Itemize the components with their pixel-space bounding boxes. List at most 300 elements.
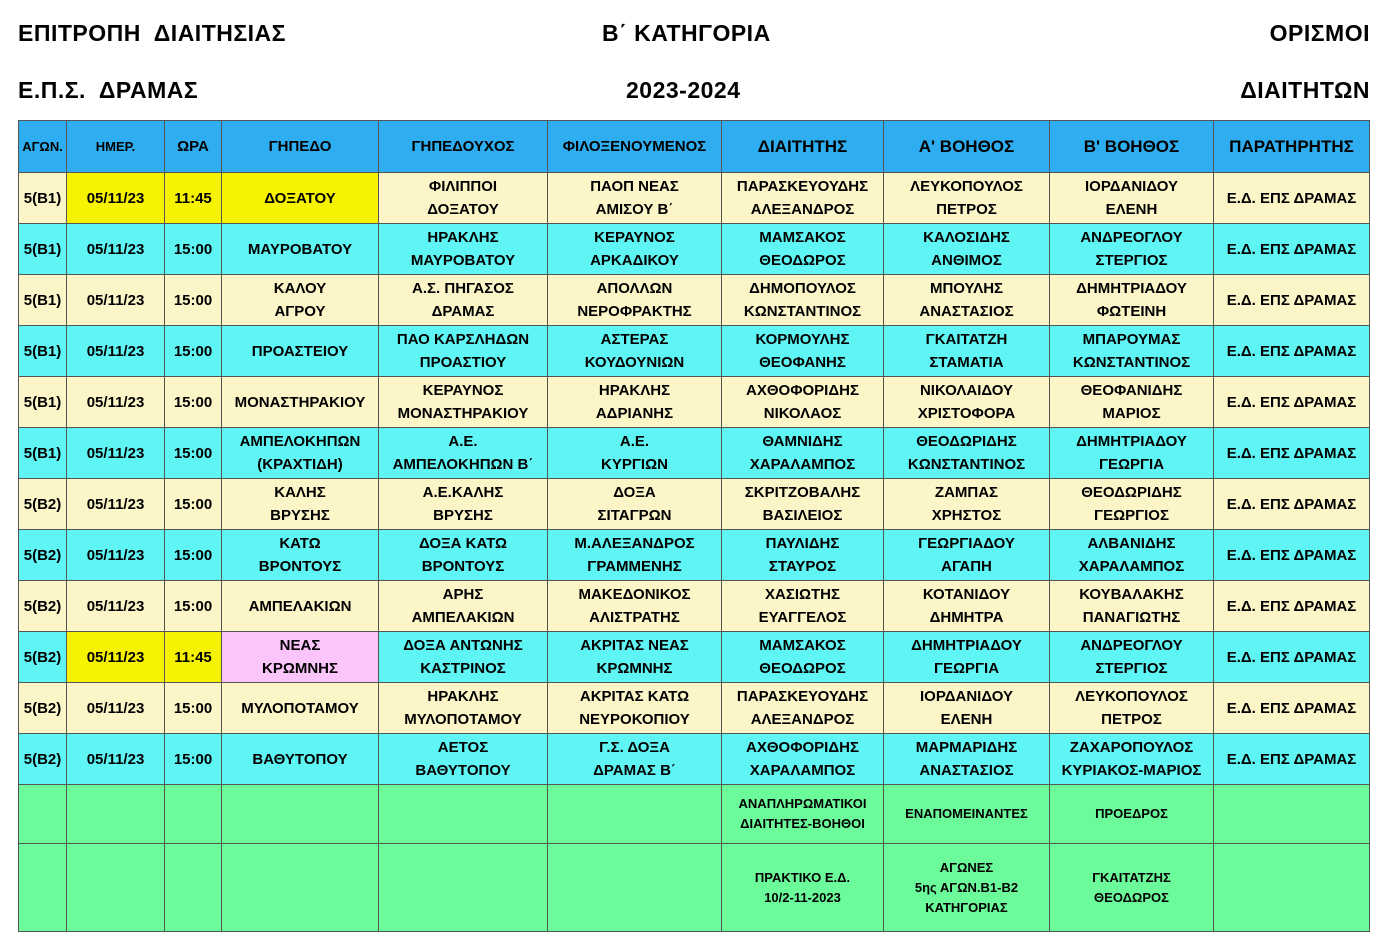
cell-line: ΝΕΡΟΦΡΑΚΤΗΣ (577, 303, 692, 320)
date-cell (67, 173, 165, 224)
cell-line: ΑΛΒΑΝΙΔΗΣ (1087, 535, 1176, 552)
field-cell (222, 683, 379, 734)
away-team-cell (548, 683, 722, 734)
cell-line: ΧΑΣΙΩΤΗΣ (764, 586, 841, 603)
cell-line: ΒΡΟΝΤΟΥΣ (258, 558, 342, 575)
cell-line: ΚΑΛΗΣ (274, 484, 326, 501)
cell-text: 5(Β1) (23, 342, 62, 360)
date-cell (67, 734, 165, 785)
time-cell (165, 530, 222, 581)
cell-text: 05/11/23 (86, 750, 145, 768)
cell-line: ΚΩΝΣΤΑΝΤΙΝΟΣ (907, 456, 1026, 473)
away-team-cell (548, 377, 722, 428)
cell-line: ΓΚΑΙΤΑΤΖΗ (925, 331, 1008, 348)
col-header-match: ΑΓΩΝ. (19, 121, 67, 173)
assistant2-cell (1050, 530, 1214, 581)
cell-line: ΑΜΠΕΛΑΚΙΩΝ (248, 597, 352, 615)
cell-text: 05/11/23 (86, 240, 145, 258)
cell-line: ΜΟΝΑΣΤΗΡΑΚΙΟΥ (397, 405, 529, 422)
cell-text: Ε.Δ. ΕΠΣ ΔΡΑΜΑΣ (1226, 495, 1357, 513)
time-cell (165, 632, 222, 683)
cell-line: ΑΛΕΞΑΝΔΡΟΣ (750, 711, 855, 728)
footer-line: ΕΝΑΠΟΜΕΙΝΑΝΤΕΣ (905, 806, 1028, 821)
observer-cell (1214, 632, 1370, 683)
cell-line: ΑΧΘΟΦΟΡΙΔΗΣ (746, 739, 859, 756)
cell-line: ΕΥΑΓΓΕΛΟΣ (758, 609, 847, 626)
footer-line: ΑΓΩΝΕΣ (939, 859, 994, 875)
footer-row (19, 785, 1370, 844)
table-row (19, 581, 1370, 632)
cell-line: ΚΩΝΣΤΑΝΤΙΝΟΣ (1072, 354, 1191, 371)
cell-line: ΦΙΛΙΠΠΟΙ (428, 178, 498, 195)
cell-line: ΛΕΥΚΟΠΟΥΛΟΣ (910, 178, 1023, 195)
field-cell (222, 428, 379, 479)
field-cell (222, 632, 379, 683)
cell-line: ΠΑΡΑΣΚΕΥΟΥΔΗΣ (736, 178, 869, 195)
cell-line: ΚΑΛΟΥ (273, 280, 327, 297)
cell-line: ΝΙΚΟΛΑΙΔΟΥ (919, 382, 1014, 399)
field-cell (222, 326, 379, 377)
table-row (19, 479, 1370, 530)
assistant2-cell (1050, 275, 1214, 326)
cell-line: ΑΜΠΕΛΟΚΗΠΩΝ (239, 433, 361, 450)
col-header-observer: ΠΑΡΑΤΗΡΗΤΗΣ (1214, 121, 1370, 173)
cell-line: ΠΡΟΑΣΤΙΟΥ (419, 354, 507, 371)
home-team-cell (379, 479, 548, 530)
assistant2-cell (1050, 428, 1214, 479)
observer-cell (1214, 683, 1370, 734)
observer-cell (1214, 173, 1370, 224)
assistant2-cell (1050, 479, 1214, 530)
assistant1-cell (884, 479, 1050, 530)
col-header-home: ΓΗΠΕΔΟΥΧΟΣ (379, 121, 548, 173)
cell-line: ΑΚΡΙΤΑΣ ΝΕΑΣ (580, 637, 689, 654)
cell-line: ΚΥΡΓΙΩΝ (601, 456, 668, 473)
referee-cell (722, 275, 884, 326)
cell-line: ΗΡΑΚΛΗΣ (598, 382, 671, 399)
cell-line: ΚΟΥΔΟΥΝΙΩΝ (584, 354, 685, 371)
cell-line: ΚΟΡΜΟΥΛΗΣ (755, 331, 850, 348)
footer-empty (548, 844, 722, 932)
referee-cell (722, 530, 884, 581)
footer-line: 5ης ΑΓΩΝ.Β1-Β2 (914, 879, 1019, 895)
referee-cell (722, 479, 884, 530)
assistant2-cell (1050, 683, 1214, 734)
referee-cell (722, 683, 884, 734)
committee-title: ΕΠΙΤΡΟΠΗ ΔΙΑΙΤΗΣΙΑΣ (18, 20, 286, 46)
cell-line: ΚΥΡΙΑΚΟΣ-ΜΑΡΙΟΣ (1061, 762, 1202, 779)
referee-cell (722, 428, 884, 479)
table-row (19, 530, 1370, 581)
time-cell (165, 683, 222, 734)
cell-line: ΓΕΩΡΓΙΑΔΟΥ (918, 535, 1015, 552)
cell-line: ΘΕΟΔΩΡΟΣ (759, 660, 846, 677)
match-cell (19, 683, 67, 734)
cell-text: Ε.Δ. ΕΠΣ ΔΡΑΜΑΣ (1226, 546, 1357, 564)
cell-line: ΓΕΩΡΓΙΑ (1098, 456, 1165, 473)
home-team-cell (379, 683, 548, 734)
date-cell (67, 683, 165, 734)
date-cell (67, 377, 165, 428)
footer-empty (165, 785, 222, 844)
observer-cell (1214, 428, 1370, 479)
cell-line: ΚΩΝΣΤΑΝΤΙΝΟΣ (743, 303, 862, 320)
observer-cell (1214, 479, 1370, 530)
cell-line: ΔΗΜΗΤΡΙΑΔΟΥ (1076, 280, 1187, 297)
cell-text: Ε.Δ. ΕΠΣ ΔΡΑΜΑΣ (1226, 648, 1357, 666)
cell-line: ΚΕΡΑΥΝΟΣ (422, 382, 504, 399)
observer-cell (1214, 224, 1370, 275)
cell-text: 5(Β1) (23, 444, 62, 462)
away-team-cell (548, 326, 722, 377)
field-cell (222, 581, 379, 632)
cell-line: ΑΕΤΟΣ (437, 739, 489, 756)
cell-text: 5(Β2) (23, 750, 62, 768)
cell-text: 11:45 (174, 189, 212, 207)
cell-text: 05/11/23 (86, 342, 145, 360)
cell-line: ΒΡΥΣΗΣ (433, 507, 493, 524)
cell-line: ΠΕΤΡΟΣ (936, 201, 997, 218)
match-cell (19, 734, 67, 785)
cell-text: 15:00 (173, 393, 213, 411)
cell-line: ΗΡΑΚΛΗΣ (427, 688, 499, 705)
match-cell (19, 326, 67, 377)
cell-text: 5(Β2) (23, 648, 62, 666)
cell-line: ΣΤΕΡΓΙΟΣ (1095, 252, 1168, 269)
cell-text: Ε.Δ. ΕΠΣ ΔΡΑΜΑΣ (1226, 342, 1357, 360)
cell-text: 11:45 (174, 648, 212, 666)
col-header-referee: ΔΙΑΙΤΗΤΗΣ (722, 121, 884, 173)
appointments-title: ΟΡΙΣΜΟΙ (1269, 20, 1370, 46)
table-row (19, 224, 1370, 275)
footer-line: ΠΡΟΕΔΡΟΣ (1095, 806, 1168, 821)
assistant2-cell (1050, 326, 1214, 377)
assistant1-cell (884, 377, 1050, 428)
footer-empty (19, 785, 67, 844)
field-cell (222, 530, 379, 581)
cell-text: 15:00 (173, 291, 213, 309)
cell-line: ΜΑΜΣΑΚΟΣ (759, 637, 846, 654)
table-row (19, 326, 1370, 377)
cell-line: ΣΤΑΜΑΤΙΑ (929, 354, 1004, 371)
cell-line: Α.Ε. (619, 433, 650, 450)
assistant1-cell (884, 734, 1050, 785)
cell-line: ΛΕΥΚΟΠΟΥΛΟΣ (1075, 688, 1188, 705)
time-cell (165, 734, 222, 785)
cell-line: ΜΑΚΕΔΟΝΙΚΟΣ (578, 586, 691, 603)
matches-reference (884, 844, 1050, 932)
match-cell (19, 632, 67, 683)
cell-text: 15:00 (173, 342, 213, 360)
cell-line: ΑΝΔΡΕΟΓΛΟΥ (1080, 637, 1183, 654)
cell-text: 15:00 (173, 240, 213, 258)
cell-text: 15:00 (173, 699, 213, 717)
time-cell (165, 173, 222, 224)
cell-line: ΧΡΙΣΤΟΦΟΡΑ (917, 405, 1016, 422)
cell-line: ΑΓΑΠΗ (941, 558, 992, 575)
cell-text: 05/11/23 (86, 291, 145, 309)
assistant1-cell (884, 683, 1050, 734)
cell-text: Ε.Δ. ΕΠΣ ΔΡΑΜΑΣ (1226, 750, 1357, 768)
away-team-cell (548, 734, 722, 785)
cell-text: Ε.Δ. ΕΠΣ ΔΡΑΜΑΣ (1226, 444, 1357, 462)
cell-line: ΧΑΡΑΛΑΜΠΟΣ (1078, 558, 1185, 575)
footer-line: ΓΚΑΙΤΑΤΖΗΣ (1092, 869, 1171, 885)
cell-line: ΔΟΞΑΤΟΥ (427, 201, 499, 218)
assistant1-cell (884, 224, 1050, 275)
cell-text: 5(Β2) (23, 546, 62, 564)
minutes-reference (722, 844, 884, 932)
field-cell (222, 734, 379, 785)
footer-empty (67, 785, 165, 844)
cell-line: ΓΕΩΡΓΙΟΣ (1094, 507, 1169, 524)
federation-title: Ε.Π.Σ. ΔΡΑΜΑΣ (18, 77, 199, 103)
observer-cell (1214, 734, 1370, 785)
footer-line: ΑΝΑΠΛΗΡΩΜΑΤΙΚΟΙ (738, 796, 867, 811)
away-team-cell (548, 479, 722, 530)
cell-line: ΓΕΩΡΓΙΑ (933, 660, 1000, 677)
footer-empty (379, 844, 548, 932)
col-header-assistant1: Α' ΒΟΗΘΟΣ (884, 121, 1050, 173)
cell-line: Α.Σ. ΠΗΓΑΣΟΣ (412, 280, 514, 297)
cell-line: ΧΑΡΑΛΑΜΠΟΣ (749, 762, 856, 779)
cell-text: 15:00 (173, 597, 213, 615)
cell-line: ΔΟΞΑ ΚΑΤΩ (418, 535, 508, 552)
cell-line: ΘΕΟΦΑΝΗΣ (759, 354, 846, 371)
cell-line: ΖΑΜΠΑΣ (934, 484, 999, 501)
cell-text: 15:00 (173, 546, 213, 564)
cell-line: ΑΧΘΟΦΟΡΙΔΗΣ (746, 382, 859, 399)
cell-line: ΠΑΥΛΙΔΗΣ (765, 535, 840, 552)
field-cell (222, 224, 379, 275)
time-cell (165, 275, 222, 326)
assistant2-cell (1050, 377, 1214, 428)
cell-text: Ε.Δ. ΕΠΣ ΔΡΑΜΑΣ (1226, 699, 1357, 717)
cell-line: ΧΑΡΑΛΑΜΠΟΣ (749, 456, 856, 473)
table-row (19, 377, 1370, 428)
cell-text: Ε.Δ. ΕΠΣ ΔΡΑΜΑΣ (1226, 597, 1357, 615)
assistant1-cell (884, 275, 1050, 326)
cell-line: ΔΗΜΗΤΡΙΑΔΟΥ (911, 637, 1022, 654)
match-cell (19, 377, 67, 428)
cell-line: ΑΡΗΣ (442, 586, 484, 603)
cell-line: ΚΟΥΒΑΛΑΚΗΣ (1079, 586, 1184, 603)
footer-empty (19, 844, 67, 932)
observer-cell (1214, 581, 1370, 632)
cell-text: 05/11/23 (86, 444, 145, 462)
away-team-cell (548, 530, 722, 581)
cell-line: Α.Ε. (448, 433, 478, 450)
cell-line: ΜΑΥΡΟΒΑΤΟΥ (247, 240, 353, 258)
assistant2-cell (1050, 734, 1214, 785)
away-team-cell (548, 224, 722, 275)
cell-line: ΑΠΟΛΛΩΝ (596, 280, 673, 297)
cell-line: ΘΕΟΔΩΡΟΣ (759, 252, 846, 269)
footer-row (19, 844, 1370, 932)
away-team-cell (548, 632, 722, 683)
cell-line: Α.Ε.ΚΑΛΗΣ (422, 484, 504, 501)
cell-text: 5(Β1) (23, 240, 62, 258)
home-team-cell (379, 377, 548, 428)
field-cell (222, 275, 379, 326)
footer-line: ΠΡΑΚΤΙΚΟ Ε.Δ. (754, 869, 851, 885)
cell-text: 5(Β2) (23, 495, 62, 513)
president-name (1050, 844, 1214, 932)
cell-line: ΜΟΝΑΣΤΗΡΑΚΙΟΥ (234, 393, 366, 411)
assistant2-cell (1050, 632, 1214, 683)
referee-cell (722, 173, 884, 224)
assistant1-cell (884, 428, 1050, 479)
cell-line: ΑΝΑΣΤΑΣΙΟΣ (919, 303, 1014, 320)
cell-line: ΑΡΚΑΔΙΚΟΥ (590, 252, 679, 269)
cell-text: 05/11/23 (86, 648, 145, 666)
cell-line: ΚΑΤΩ (279, 535, 321, 552)
cell-text: 05/11/23 (86, 597, 145, 615)
footer-empty (1214, 785, 1370, 844)
date-cell (67, 326, 165, 377)
footer-empty (548, 785, 722, 844)
cell-line: ΑΜΠΕΛΑΚΙΩΝ (411, 609, 515, 626)
cell-line: ΜΑΥΡΟΒΑΤΟΥ (410, 252, 516, 269)
field-cell (222, 173, 379, 224)
match-cell (19, 224, 67, 275)
footer-empty (222, 844, 379, 932)
col-header-assistant2: Β' ΒΟΗΘΟΣ (1050, 121, 1214, 173)
match-cell (19, 479, 67, 530)
cell-line: Γ.Σ. ΔΟΞΑ (599, 739, 670, 756)
match-cell (19, 530, 67, 581)
cell-line: ΜΑΜΣΑΚΟΣ (759, 229, 846, 246)
cell-text: Ε.Δ. ΕΠΣ ΔΡΑΜΑΣ (1226, 393, 1357, 411)
cell-line: ΠΑΡΑΣΚΕΥΟΥΔΗΣ (736, 688, 869, 705)
cell-line: ΕΛΕΝΗ (1105, 201, 1158, 218)
cell-line: ΚΡΩΜΝΗΣ (596, 660, 673, 677)
home-team-cell (379, 632, 548, 683)
cell-line: ΑΝΑΣΤΑΣΙΟΣ (919, 762, 1014, 779)
cell-line: ΘΕΟΦΑΝΙΔΗΣ (1080, 382, 1183, 399)
footer-empty (222, 785, 379, 844)
cell-line: ΜΑΡΜΑΡΙΔΗΣ (915, 739, 1018, 756)
cell-text: 5(Β1) (23, 189, 62, 207)
substitutes-label (722, 785, 884, 844)
table-row (19, 632, 1370, 683)
header-row (19, 121, 1370, 173)
match-cell (19, 275, 67, 326)
date-cell (67, 224, 165, 275)
assistant1-cell (884, 326, 1050, 377)
home-team-cell (379, 530, 548, 581)
cell-line: ΠΑΟΠ ΝΕΑΣ (590, 178, 679, 195)
referee-cell (722, 581, 884, 632)
time-cell (165, 479, 222, 530)
referee-cell (722, 734, 884, 785)
cell-line: ΝΕΥΡΟΚΟΠΙΟΥ (579, 711, 690, 728)
home-team-cell (379, 224, 548, 275)
observer-cell (1214, 275, 1370, 326)
match-cell (19, 173, 67, 224)
cell-line: ΚΟΤΑΝΙΔΟΥ (922, 586, 1011, 603)
cell-line: ΒΡΥΣΗΣ (270, 507, 330, 524)
time-cell (165, 224, 222, 275)
away-team-cell (548, 173, 722, 224)
referee-cell (722, 224, 884, 275)
cell-line: ΣΙΤΑΓΡΩΝ (597, 507, 672, 524)
col-header-away: ΦΙΛΟΞΕΝΟΥΜΕΝΟΣ (548, 121, 722, 173)
date-cell (67, 530, 165, 581)
cell-text: 05/11/23 (86, 189, 145, 207)
referee-cell (722, 377, 884, 428)
cell-text: 5(Β2) (23, 597, 62, 615)
footer-empty (1214, 844, 1370, 932)
col-header-date: ΗΜΕΡ. (67, 121, 165, 173)
cell-text: Ε.Δ. ΕΠΣ ΔΡΑΜΑΣ (1226, 189, 1357, 207)
cell-text: 05/11/23 (86, 495, 145, 513)
footer-empty (165, 844, 222, 932)
cell-text: Ε.Δ. ΕΠΣ ΔΡΑΜΑΣ (1226, 240, 1357, 258)
cell-line: ΚΑΛΟΣΙΔΗΣ (923, 229, 1010, 246)
date-cell (67, 479, 165, 530)
cell-text: 15:00 (173, 750, 213, 768)
table-row (19, 275, 1370, 326)
assistant2-cell (1050, 173, 1214, 224)
footer-line: ΚΑΤΗΓΟΡΙΑΣ (925, 899, 1008, 915)
assistant1-cell (884, 173, 1050, 224)
match-cell (19, 428, 67, 479)
cell-line: ΑΝΔΡΕΟΓΛΟΥ (1080, 229, 1183, 246)
col-header-time: ΩΡΑ (165, 121, 222, 173)
home-team-cell (379, 326, 548, 377)
remaining-label (884, 785, 1050, 844)
cell-line: ΒΑΘΥΤΟΠΟΥ (415, 762, 511, 779)
appointments-table (18, 120, 1370, 932)
cell-line: (ΚΡΑΧΤΙΔΗ) (257, 456, 343, 473)
cell-line: ΑΓΡΟΥ (274, 303, 326, 320)
assistant1-cell (884, 632, 1050, 683)
referee-cell (722, 326, 884, 377)
observer-cell (1214, 326, 1370, 377)
field-cell (222, 479, 379, 530)
cell-line: ΝΙΚΟΛΑΟΣ (763, 405, 842, 422)
cell-line: ΑΣΤΕΡΑΣ (600, 331, 669, 348)
cell-line: ΔΟΞΑ ΑΝΤΩΝΗΣ (403, 637, 523, 654)
cell-line: ΘΕΟΔΩΡΙΔΗΣ (1081, 484, 1182, 501)
cell-line: ΠΡΟΑΣΤΕΙΟΥ (251, 342, 349, 360)
cell-line: ΜΠΟΥΛΗΣ (929, 280, 1004, 297)
footer-line: ΘΕΟΔΩΡΟΣ (1094, 889, 1169, 905)
cell-line: ΑΝΘΙΜΟΣ (931, 252, 1002, 269)
home-team-cell (379, 581, 548, 632)
home-team-cell (379, 428, 548, 479)
assistant2-cell (1050, 224, 1214, 275)
home-team-cell (379, 173, 548, 224)
cell-line: ΧΡΗΣΤΟΣ (931, 507, 1002, 524)
cell-line: ΔΡΑΜΑΣ Β΄ (593, 762, 676, 779)
cell-line: ΘΑΜΝΙΔΗΣ (762, 433, 843, 450)
cell-line: ΑΛΕΞΑΝΔΡΟΣ (750, 201, 855, 218)
cell-line: ΙΟΡΔΑΝΙΔΟΥ (920, 688, 1013, 705)
table-row (19, 683, 1370, 734)
observer-cell (1214, 377, 1370, 428)
table-row (19, 734, 1370, 785)
field-cell (222, 377, 379, 428)
cell-text: 5(Β2) (23, 699, 62, 717)
president-label (1050, 785, 1214, 844)
cell-line: ΚΕΡΑΥΝΟΣ (594, 229, 675, 246)
cell-line: ΒΡΟΝΤΟΥΣ (421, 558, 505, 575)
cell-line: ΚΑΣΤΡΙΝΟΣ (420, 660, 506, 677)
date-cell (67, 428, 165, 479)
cell-line: ΜΑΡΙΟΣ (1102, 405, 1161, 422)
